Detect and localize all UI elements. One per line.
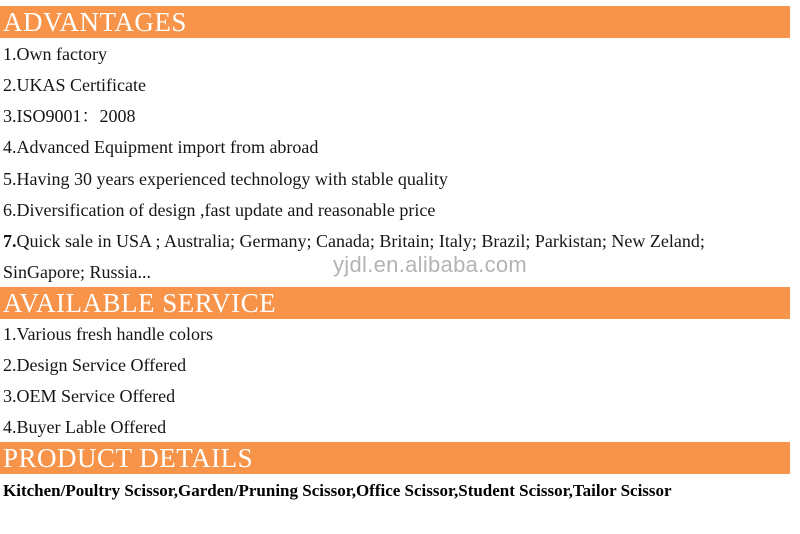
product-list: Kitchen/Poultry Scissor,Garden/Pruning Scissor,Office Scissor,Student Scissor,Tailor Scissor <box>3 481 672 500</box>
advantage-item-7-text: Quick sale in USA ; Australia; Germany; Canada; Britain; Italy; Brazil; Parkistan; New Zeland; <box>16 231 705 251</box>
advantage-item-2: 2.UKAS Certificate <box>3 75 146 95</box>
advantage-item-7-continued: SinGapore; Russia... <box>3 262 151 282</box>
advantage-item-3: 3.ISO9001：2008 <box>3 106 136 126</box>
watermark-text: yjdl.en.alibaba.com <box>333 252 528 277</box>
service-item-4: 4.Buyer Lable Offered <box>3 417 167 437</box>
advantage-item-7 <box>3 230 705 252</box>
service-item-2: 2.Design Service Offered <box>3 355 187 375</box>
advantages-heading: ADVANTAGES <box>0 6 790 38</box>
advantage-item-6: 6.Diversification of design ,fast update and reasonable price <box>3 200 436 220</box>
advantage-item-5: 5.Having 30 years experienced technology with stable quality <box>3 169 448 189</box>
product-heading: PRODUCT DETAILS <box>0 442 790 474</box>
service-item-3: 3.OEM Service Offered <box>3 386 176 406</box>
service-heading: AVAILABLE SERVICE <box>0 287 790 319</box>
advantage-item-7-number: 7. <box>3 231 17 251</box>
advantage-item-4: 4.Advanced Equipment import from abroad <box>3 137 319 157</box>
service-item-1: 1.Various fresh handle colors <box>3 324 213 344</box>
advantage-item-1: 1.Own factory <box>3 44 107 64</box>
